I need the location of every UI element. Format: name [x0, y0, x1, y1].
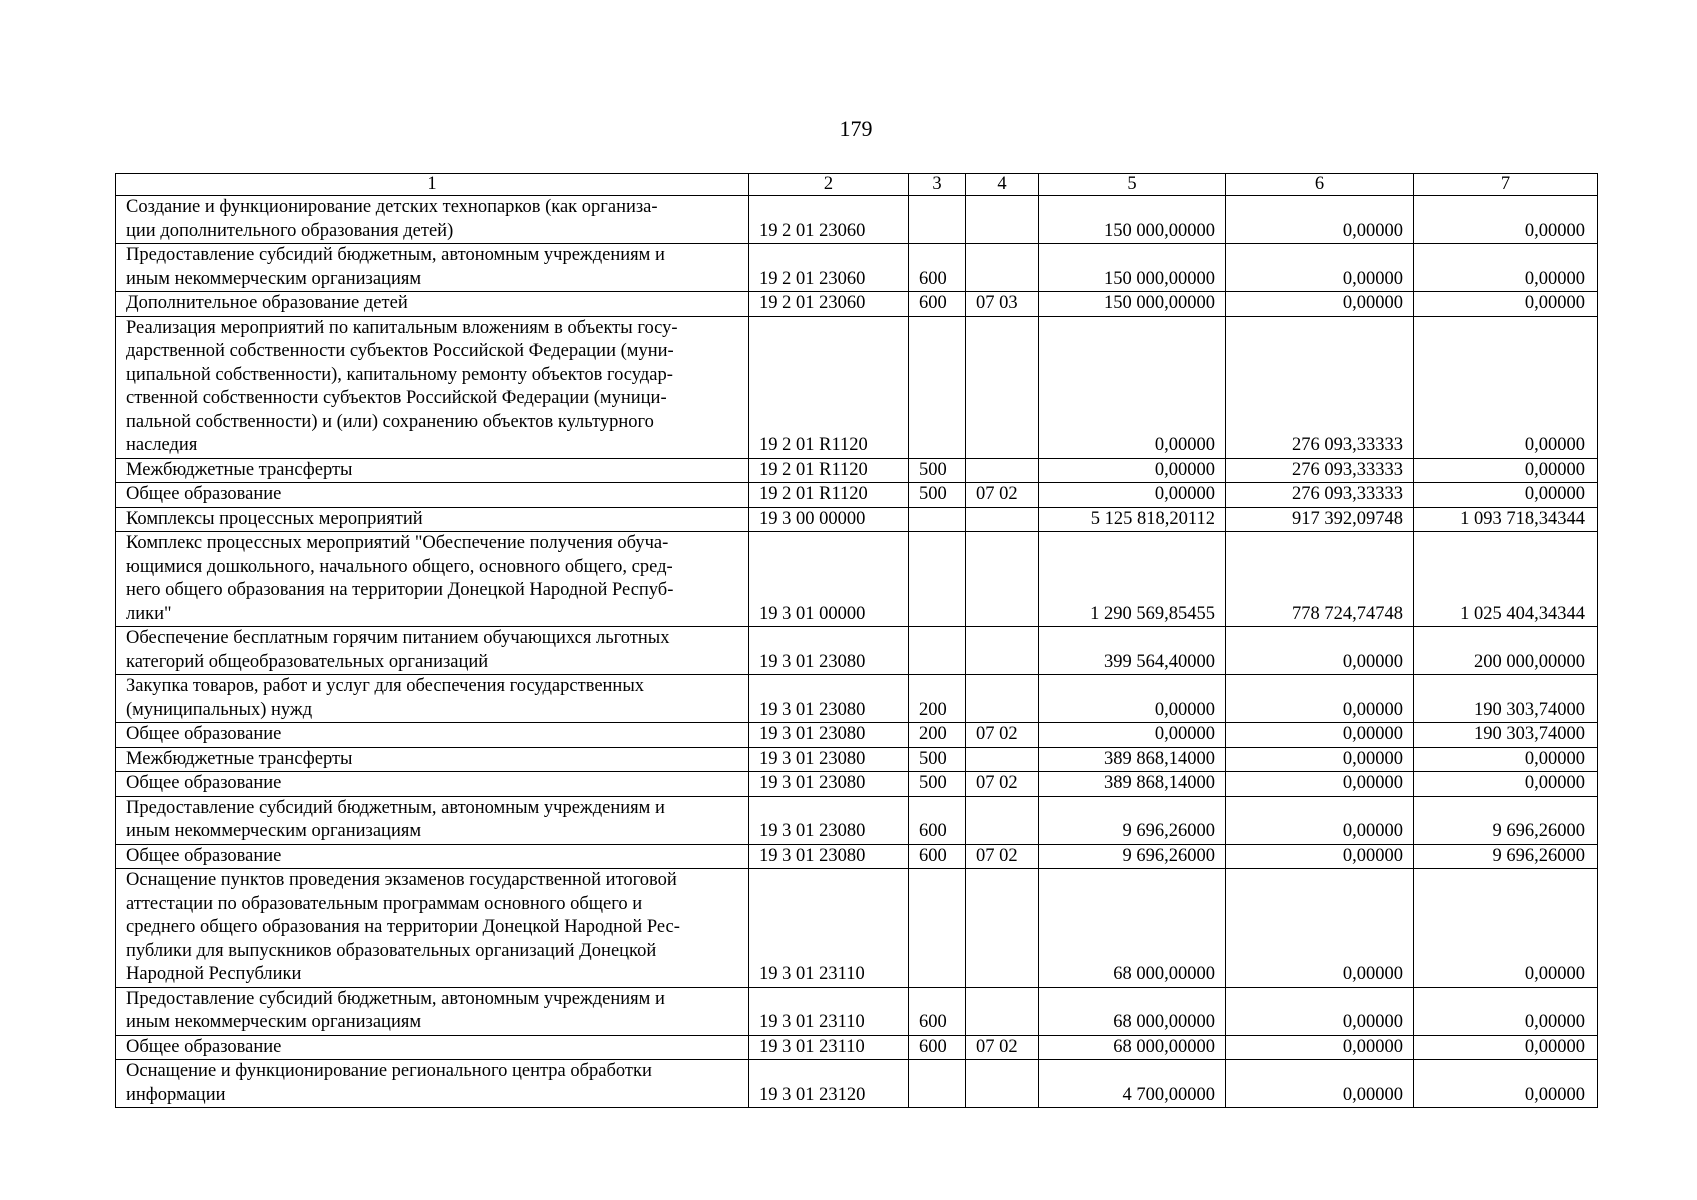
row-code: 19 2 01 R1120: [749, 483, 909, 508]
table-row: [116, 723, 1598, 748]
row-value-6: 0,00000: [1226, 244, 1414, 292]
row-name: Предоставление субсидий бюджетным, автономным учреждениям и иным некоммерческим организациям: [116, 987, 749, 1035]
row-expense-type: 200: [909, 723, 966, 748]
table-row: [116, 844, 1598, 869]
page-number: 179: [839, 116, 873, 141]
row-code: 19 3 01 23080: [749, 747, 909, 772]
row-value-7: 9 696,26000: [1414, 844, 1598, 869]
row-expense-type: [909, 507, 966, 532]
row-expense-type: [909, 532, 966, 627]
row-value-6: 276 093,33333: [1226, 483, 1414, 508]
row-value-5: 0,00000: [1039, 316, 1226, 458]
table-row: [116, 532, 1598, 627]
row-value-6: 0,00000: [1226, 627, 1414, 675]
table-row: [116, 196, 1598, 244]
row-value-5: 0,00000: [1039, 483, 1226, 508]
row-code: 19 3 01 23120: [749, 1060, 909, 1108]
row-name: Закупка товаров, работ и услуг для обеспечения государственных (муниципальных) нужд: [116, 675, 749, 723]
row-name: Комплекс процессных мероприятий "Обеспечение получения обуча- ющимися дошкольного, начального общего, основного общего, сред- него общего образования на территории Донецкой Народной Респуб- лики": [116, 532, 749, 627]
row-expense-type: [909, 869, 966, 988]
row-code: 19 3 01 23080: [749, 675, 909, 723]
row-value-7: 0,00000: [1414, 772, 1598, 797]
row-value-5: 399 564,40000: [1039, 627, 1226, 675]
table-row: [116, 458, 1598, 483]
row-value-5: 68 000,00000: [1039, 869, 1226, 988]
row-value-5: 0,00000: [1039, 458, 1226, 483]
table-row: [116, 1035, 1598, 1060]
table-row: [116, 292, 1598, 317]
row-value-6: 0,00000: [1226, 844, 1414, 869]
row-value-7: 1 093 718,34344: [1414, 507, 1598, 532]
row-value-5: 150 000,00000: [1039, 196, 1226, 244]
row-value-6: 0,00000: [1226, 1060, 1414, 1108]
row-value-5: 9 696,26000: [1039, 844, 1226, 869]
row-name: Предоставление субсидий бюджетным, автономным учреждениям и иным некоммерческим организациям: [116, 244, 749, 292]
row-value-7: 0,00000: [1414, 1035, 1598, 1060]
row-value-7: 9 696,26000: [1414, 796, 1598, 844]
row-value-7: 0,00000: [1414, 458, 1598, 483]
row-code: 19 3 01 23080: [749, 772, 909, 797]
row-section: [966, 747, 1039, 772]
row-expense-type: 500: [909, 483, 966, 508]
row-name: Создание и функционирование детских технопарков (как организа- ции дополнительного образования детей): [116, 196, 749, 244]
row-value-5: 5 125 818,20112: [1039, 507, 1226, 532]
header-col-1: 1: [116, 174, 749, 196]
row-value-7: 0,00000: [1414, 869, 1598, 988]
row-section: [966, 316, 1039, 458]
row-name: Общее образование: [116, 772, 749, 797]
row-value-7: 0,00000: [1414, 292, 1598, 317]
row-section: 07 02: [966, 772, 1039, 797]
row-code: 19 3 01 23110: [749, 1035, 909, 1060]
row-value-6: 0,00000: [1226, 196, 1414, 244]
row-value-6: 0,00000: [1226, 292, 1414, 317]
row-name: Общее образование: [116, 723, 749, 748]
row-name: Реализация мероприятий по капитальным вложениям в объекты госу- дарственной собственности субъектов Российской Федерации (муни- ципальной собственности), капитальному ремонту объектов государ- ственной собственности субъектов Российской Федерации (муници- пальной собственности) и (или) сохранению объектов культурного наследия: [116, 316, 749, 458]
row-section: [966, 796, 1039, 844]
header-col-3: 3: [909, 174, 966, 196]
row-name: Комплексы процессных мероприятий: [116, 507, 749, 532]
row-value-5: 389 868,14000: [1039, 772, 1226, 797]
row-name: Оснащение пунктов проведения экзаменов государственной итоговой аттестации по образовательным программам основного общего и среднего общего образования на территории Донецкой Народной Рес- публики для выпускников образовательных организаций Донецкой Народной Республики: [116, 869, 749, 988]
row-code: 19 3 01 23110: [749, 869, 909, 988]
row-value-5: 150 000,00000: [1039, 244, 1226, 292]
row-name: Предоставление субсидий бюджетным, автономным учреждениям и иным некоммерческим организациям: [116, 796, 749, 844]
row-name: Общее образование: [116, 1035, 749, 1060]
row-value-7: 0,00000: [1414, 1060, 1598, 1108]
table-row: [116, 483, 1598, 508]
row-expense-type: [909, 316, 966, 458]
table-row: [116, 507, 1598, 532]
row-expense-type: 600: [909, 1035, 966, 1060]
row-value-5: 389 868,14000: [1039, 747, 1226, 772]
header-col-7: 7: [1414, 174, 1598, 196]
row-section: [966, 458, 1039, 483]
row-expense-type: [909, 627, 966, 675]
header-col-2: 2: [749, 174, 909, 196]
table-row: [116, 1060, 1598, 1108]
row-section: 07 02: [966, 483, 1039, 508]
table-row: [116, 747, 1598, 772]
row-value-7: 0,00000: [1414, 483, 1598, 508]
row-expense-type: 500: [909, 747, 966, 772]
row-value-6: 0,00000: [1226, 796, 1414, 844]
row-value-5: 0,00000: [1039, 675, 1226, 723]
row-code: 19 2 01 23060: [749, 244, 909, 292]
row-name: Межбюджетные трансферты: [116, 458, 749, 483]
table-row: [116, 987, 1598, 1035]
table-row: [116, 316, 1598, 458]
budget-table: [115, 173, 1598, 1108]
row-expense-type: 500: [909, 458, 966, 483]
row-section: 07 02: [966, 1035, 1039, 1060]
row-value-7: 0,00000: [1414, 244, 1598, 292]
row-value-5: 9 696,26000: [1039, 796, 1226, 844]
row-expense-type: 600: [909, 244, 966, 292]
row-value-6: 0,00000: [1226, 772, 1414, 797]
table-row: [116, 675, 1598, 723]
row-name: Межбюджетные трансферты: [116, 747, 749, 772]
row-code: 19 2 01 23060: [749, 196, 909, 244]
row-value-5: 68 000,00000: [1039, 1035, 1226, 1060]
header-col-6: 6: [1226, 174, 1414, 196]
row-expense-type: [909, 1060, 966, 1108]
table-row: [116, 796, 1598, 844]
header-col-5: 5: [1039, 174, 1226, 196]
row-value-6: 0,00000: [1226, 675, 1414, 723]
row-value-7: 1 025 404,34344: [1414, 532, 1598, 627]
row-expense-type: [909, 196, 966, 244]
row-value-5: 150 000,00000: [1039, 292, 1226, 317]
row-section: [966, 869, 1039, 988]
row-code: 19 3 01 23080: [749, 723, 909, 748]
header-col-4: 4: [966, 174, 1039, 196]
row-section: [966, 627, 1039, 675]
row-value-7: 0,00000: [1414, 196, 1598, 244]
row-section: 07 03: [966, 292, 1039, 317]
row-section: [966, 675, 1039, 723]
row-value-6: 917 392,09748: [1226, 507, 1414, 532]
row-name: Общее образование: [116, 483, 749, 508]
row-code: 19 3 01 00000: [749, 532, 909, 627]
row-name: Дополнительное образование детей: [116, 292, 749, 317]
row-section: 07 02: [966, 844, 1039, 869]
row-value-6: 778 724,74748: [1226, 532, 1414, 627]
table-row: [116, 627, 1598, 675]
row-value-7: 0,00000: [1414, 987, 1598, 1035]
row-expense-type: 200: [909, 675, 966, 723]
row-code: 19 2 01 23060: [749, 292, 909, 317]
table-row: [116, 244, 1598, 292]
row-code: 19 3 01 23110: [749, 987, 909, 1035]
row-value-6: 0,00000: [1226, 869, 1414, 988]
row-section: [966, 987, 1039, 1035]
row-code: 19 3 01 23080: [749, 844, 909, 869]
row-value-6: 276 093,33333: [1226, 316, 1414, 458]
row-code: 19 3 01 23080: [749, 627, 909, 675]
row-value-6: 0,00000: [1226, 747, 1414, 772]
row-value-7: 190 303,74000: [1414, 675, 1598, 723]
row-section: 07 02: [966, 723, 1039, 748]
row-code: 19 2 01 R1120: [749, 316, 909, 458]
row-expense-type: 600: [909, 292, 966, 317]
row-value-6: 0,00000: [1226, 987, 1414, 1035]
row-value-5: 68 000,00000: [1039, 987, 1226, 1035]
row-value-7: 200 000,00000: [1414, 627, 1598, 675]
row-code: 19 2 01 R1120: [749, 458, 909, 483]
row-section: [966, 1060, 1039, 1108]
row-expense-type: 600: [909, 796, 966, 844]
row-code: 19 3 01 23080: [749, 796, 909, 844]
row-name: Обеспечение бесплатным горячим питанием обучающихся льготных категорий общеобразовательных организаций: [116, 627, 749, 675]
row-section: [966, 196, 1039, 244]
row-section: [966, 532, 1039, 627]
row-code: 19 3 00 00000: [749, 507, 909, 532]
table-row: [116, 869, 1598, 988]
header-row: [116, 174, 1598, 196]
row-name: Оснащение и функционирование регионального центра обработки информации: [116, 1060, 749, 1108]
row-value-5: 1 290 569,85455: [1039, 532, 1226, 627]
row-value-5: 4 700,00000: [1039, 1060, 1226, 1108]
row-value-7: 0,00000: [1414, 316, 1598, 458]
row-value-7: 0,00000: [1414, 747, 1598, 772]
row-value-6: 0,00000: [1226, 1035, 1414, 1060]
row-name: Общее образование: [116, 844, 749, 869]
row-value-7: 190 303,74000: [1414, 723, 1598, 748]
row-expense-type: 600: [909, 844, 966, 869]
row-value-6: 0,00000: [1226, 723, 1414, 748]
table-body: [116, 196, 1598, 1108]
row-value-6: 276 093,33333: [1226, 458, 1414, 483]
row-value-5: 0,00000: [1039, 723, 1226, 748]
row-section: [966, 507, 1039, 532]
table-row: [116, 772, 1598, 797]
row-expense-type: 600: [909, 987, 966, 1035]
row-expense-type: 500: [909, 772, 966, 797]
row-section: [966, 244, 1039, 292]
